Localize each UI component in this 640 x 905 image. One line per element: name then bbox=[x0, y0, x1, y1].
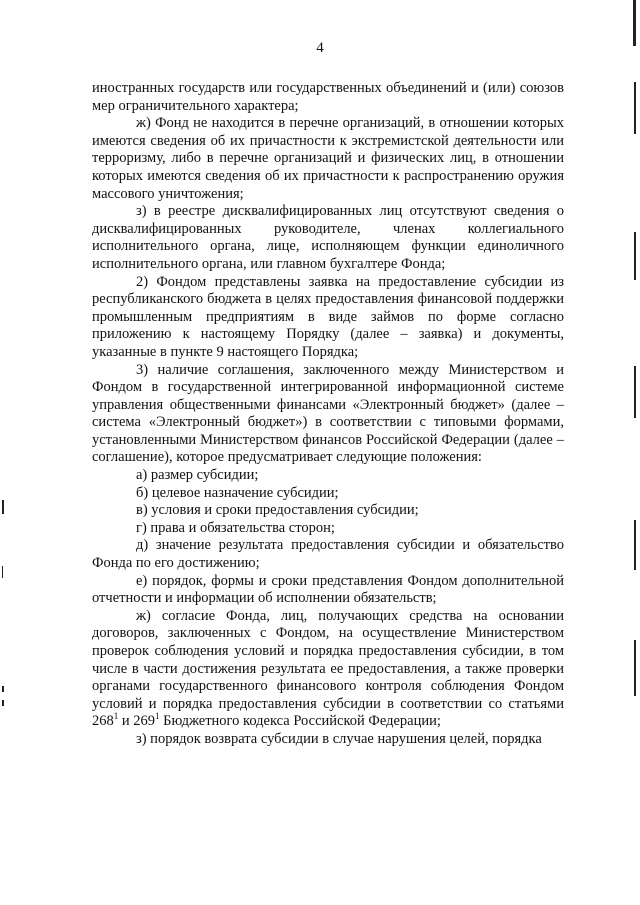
page-number: 4 bbox=[316, 40, 324, 56]
list-item-zh-text-3: Бюджетного кодекса Российской Федерации; bbox=[159, 713, 441, 730]
list-item-e: е) порядок, формы и сроки представления Фондом дополнительной отчетности и информации об исполнении обязательств; bbox=[92, 572, 564, 607]
paragraph-2: ж) Фонд не находится в перечне организаций, в отношении которых имеются сведения об их причастности к экстремистской деятельности или терроризму, либо в перечне организаций и физических лиц, в отношении которых имеются сведения об их причастности к распространению оружия массового уничтожения; bbox=[92, 115, 564, 202]
list-item-b: б) целевое назначение субсидии; bbox=[136, 484, 339, 501]
scan-mark-left-1 bbox=[2, 500, 4, 514]
scan-mark-right-1 bbox=[634, 82, 636, 134]
superscript-2: 1 bbox=[155, 711, 160, 722]
scan-mark-right-4 bbox=[634, 520, 636, 570]
paragraph-4: 2) Фондом представлены заявка на предоставление субсидии из республиканского бюджета в целях предоставления финансовой поддержки промышленным предприятиям в виде займов по форме согласно приложению к настоящему Порядку (далее – заявка) и документы, указанные в пункте 9 настоящего Порядка; bbox=[92, 273, 564, 360]
list-item-zh-text-1: ж) согласие Фонда, лиц, получающих средства на основании договоров, заключенных с Фондом, на осуществление Министерством проверок соблюдения условий и порядка предоставления субсидии, в том числе в части достижения результата ее предоставления, а также проверки органами государственного финансового контроля соблюдения Фондом условий и порядка предоставления субсидии в соответствии со статьями 268 bbox=[92, 607, 564, 730]
scan-mark-right-top bbox=[633, 0, 636, 46]
superscript-1: 1 bbox=[113, 711, 119, 722]
list-item-d: д) значение результата предоставления субсидии и обязательство Фонда по его достижению; bbox=[92, 537, 564, 572]
scan-mark-left-2 bbox=[2, 566, 3, 578]
scan-mark-right-5 bbox=[634, 640, 636, 696]
list-item-zh-text-2: и 269 bbox=[118, 713, 156, 730]
list-item-g: г) права и обязательства сторон; bbox=[136, 519, 335, 536]
list-item-z: з) порядок возврата субсидии в случае нарушения целей, порядка bbox=[136, 730, 542, 747]
paragraph-5: 3) наличие соглашения, заключенного между Министерством и Фондом в государственной интегрированной информационной системе управления общественными финансами «Электронный бюджет» (далее – система «Электронный бюджет») в соответствии с типовыми формами, установленными Министерством финансов Российской Федерации (далее – соглашение), которое предусматривает следующие положения: bbox=[92, 361, 564, 466]
document-body bbox=[92, 80, 564, 749]
list-item-a: а) размер субсидии; bbox=[136, 467, 259, 484]
paragraph-3: з) в реестре дисквалифицированных лиц отсутствуют сведения о дисквалифицированных руководителе, членах коллегиального исполнительного органа, лице, исполняющем функции единоличного исполнительного органа, или главном бухгалтере Фонда; bbox=[92, 203, 564, 272]
list-item-v: в) условия и сроки предоставления субсидии; bbox=[136, 502, 419, 519]
scan-mark-right-3 bbox=[634, 366, 636, 418]
scan-mark-left-3 bbox=[2, 686, 4, 692]
scan-mark-left-4 bbox=[2, 700, 4, 706]
paragraph-1: иностранных государств или государственных объединений и (или) союзов мер ограничительного характера; bbox=[92, 80, 564, 114]
scan-mark-right-2 bbox=[634, 232, 636, 280]
list-item-zh bbox=[92, 608, 564, 731]
